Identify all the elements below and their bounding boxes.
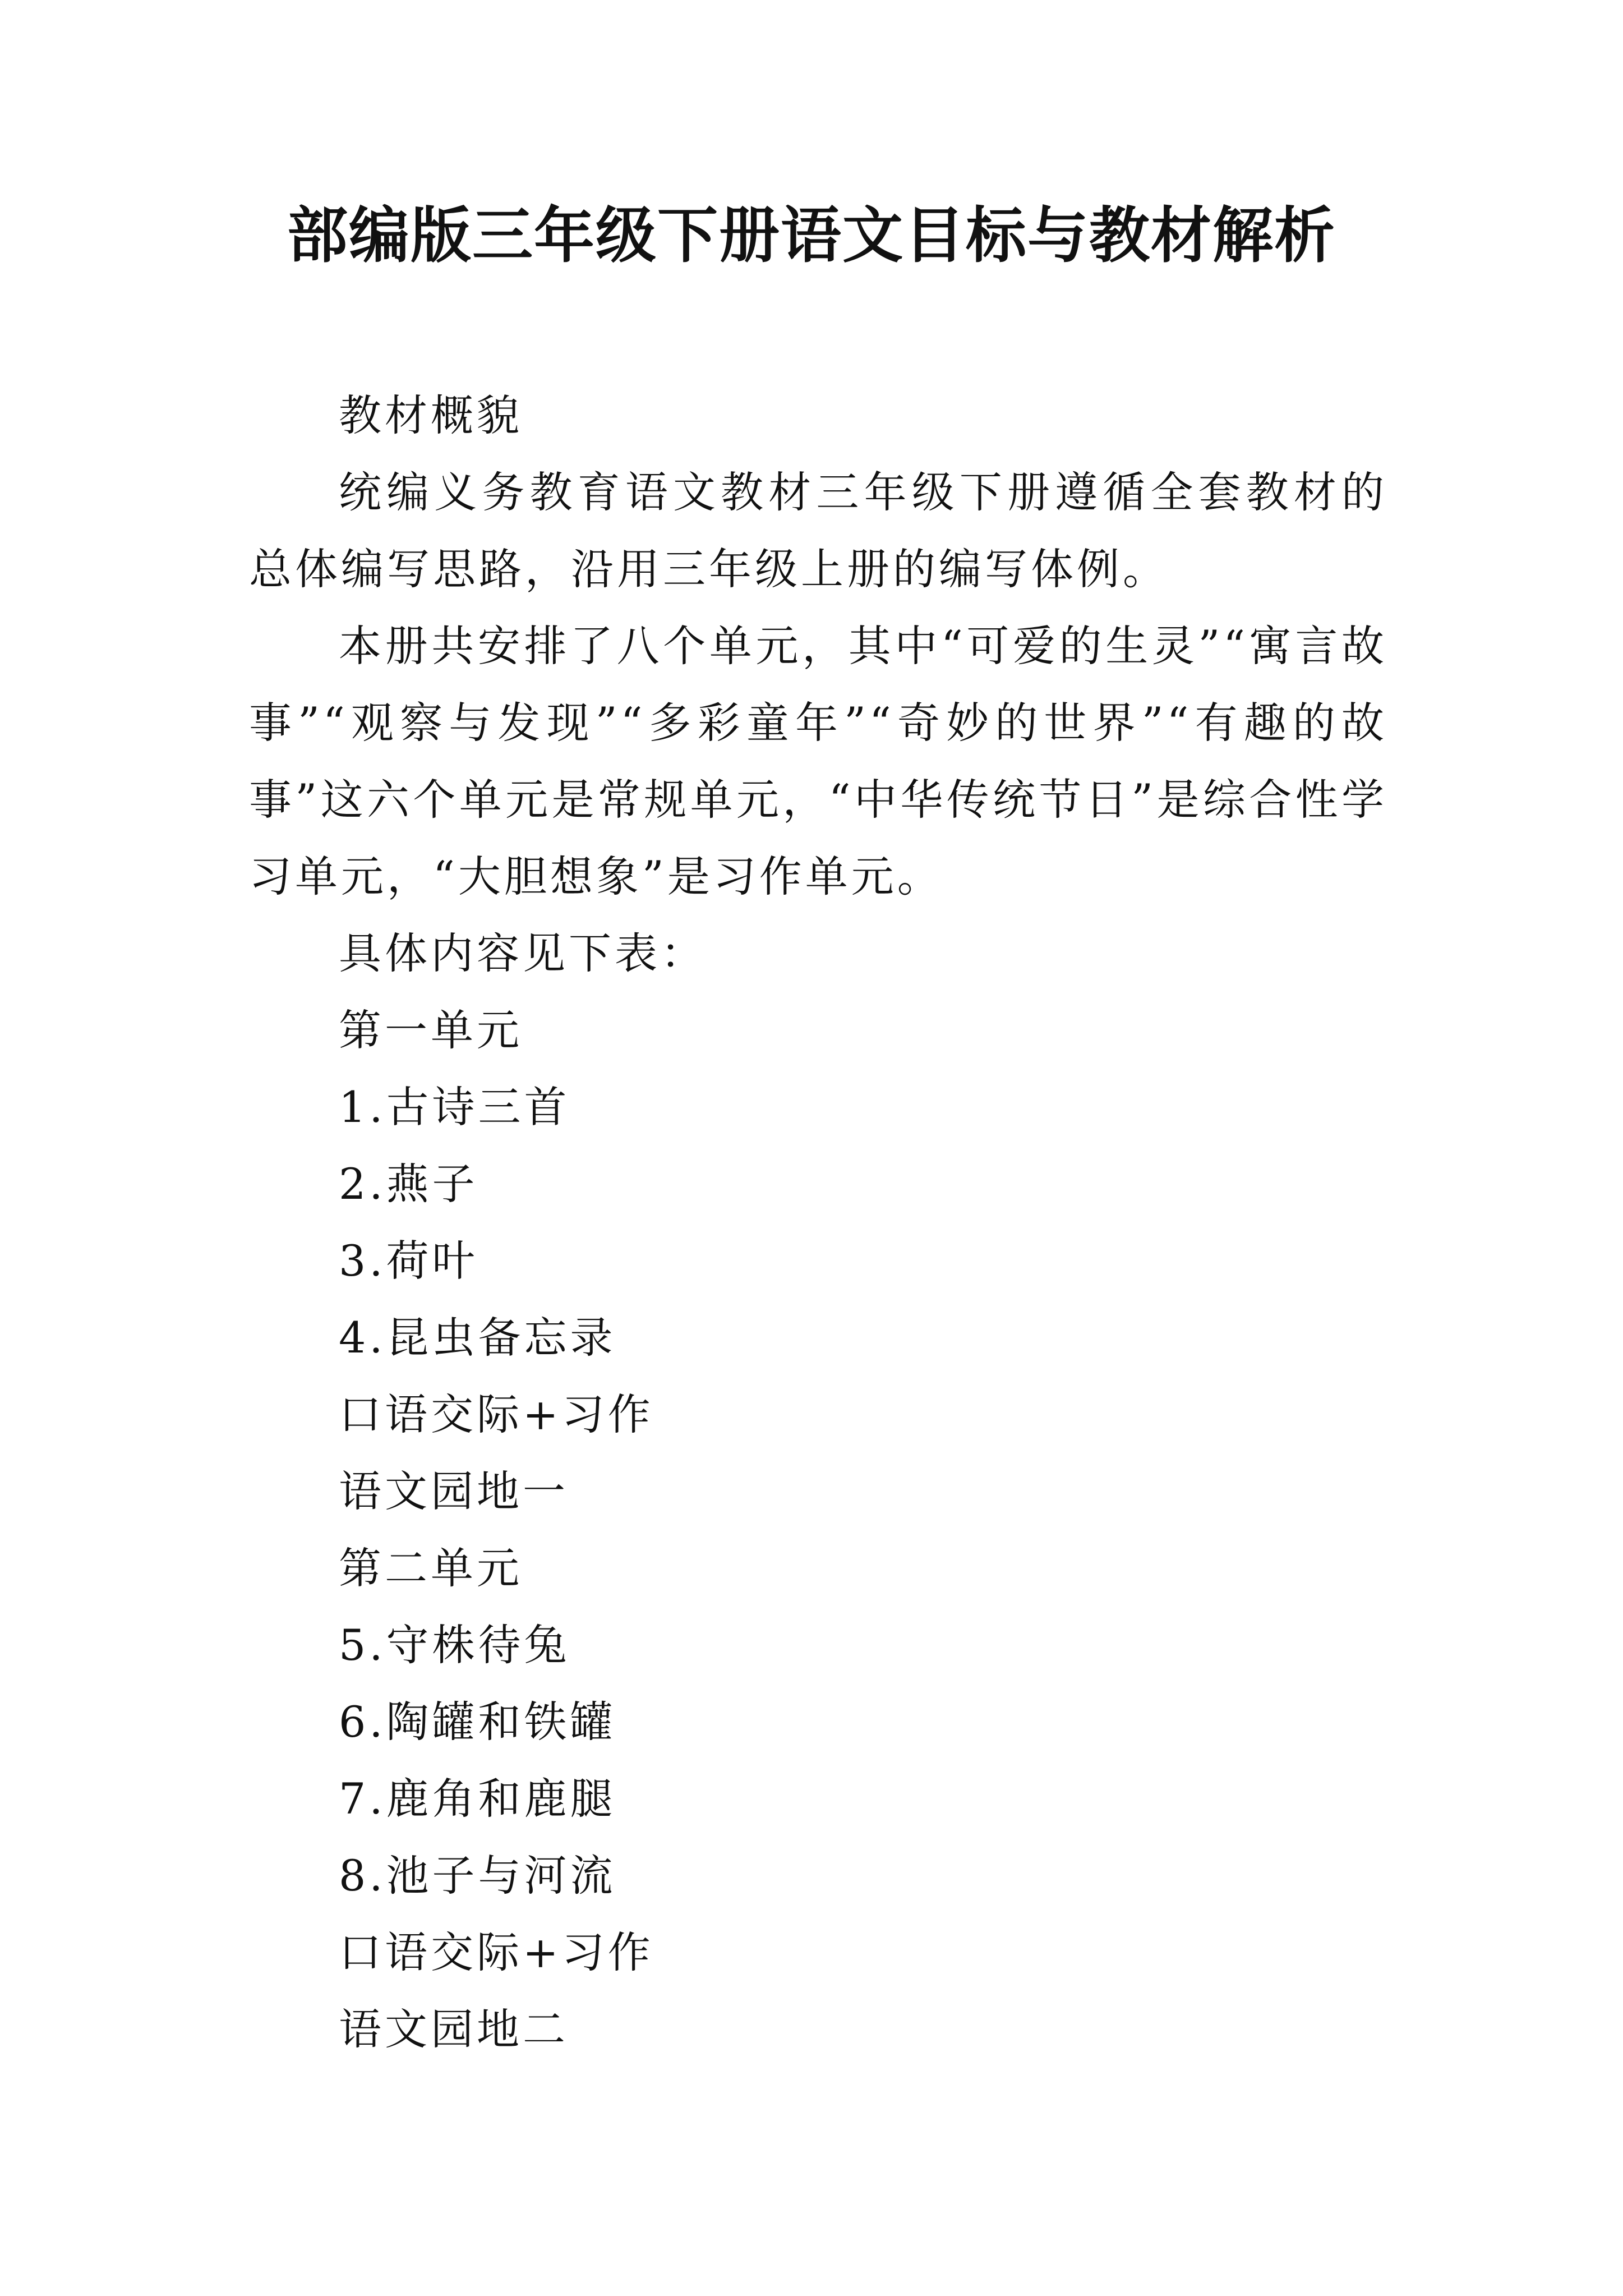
paragraph-overview: 统编义务教育语文教材三年级下册遵循全套教材的总体编写思路，沿用三年级上册的编写体例。 [249,467,1387,594]
list-item: 语文园地二 [339,2004,569,2054]
list-item: 2.燕子 [339,1159,478,1209]
unit-heading: 第二单元 [339,1543,523,1593]
list-item: 3.荷叶 [339,1236,478,1286]
list-item: 1.古诗三首 [339,1082,570,1132]
list-item: 4.昆虫备忘录 [339,1313,616,1363]
document-title: 部编版三年级下册语文目标与教材解析 [287,200,1336,271]
intro-text: 具体内容见下表： [339,928,707,978]
list-item: 5.守株待兔 [339,1620,570,1670]
section-heading: 教材概貌 [339,390,523,440]
list-item: 7.鹿角和鹿腿 [339,1774,616,1824]
paragraph-units: 本册共安排了八个单元，其中“可爱的生灵”“寓言故事”“观察与发现”“多彩童年”“奇妙的世界”“有趣的故事”这六个单元是常规单元，“中华传统节日”是综合性学习单元，“大胆想象”是习作单元。 [249,621,1387,901]
document-body [249,377,1387,2068]
list-item: 口语交际+习作 [339,1389,654,1439]
list-item: 6.陶罐和铁罐 [339,1697,616,1747]
unit-heading: 第一单元 [339,1005,523,1055]
list-item: 口语交际+习作 [339,1927,654,1977]
list-item: 8.池子与河流 [339,1851,616,1901]
list-item: 语文园地一 [339,1466,569,1516]
